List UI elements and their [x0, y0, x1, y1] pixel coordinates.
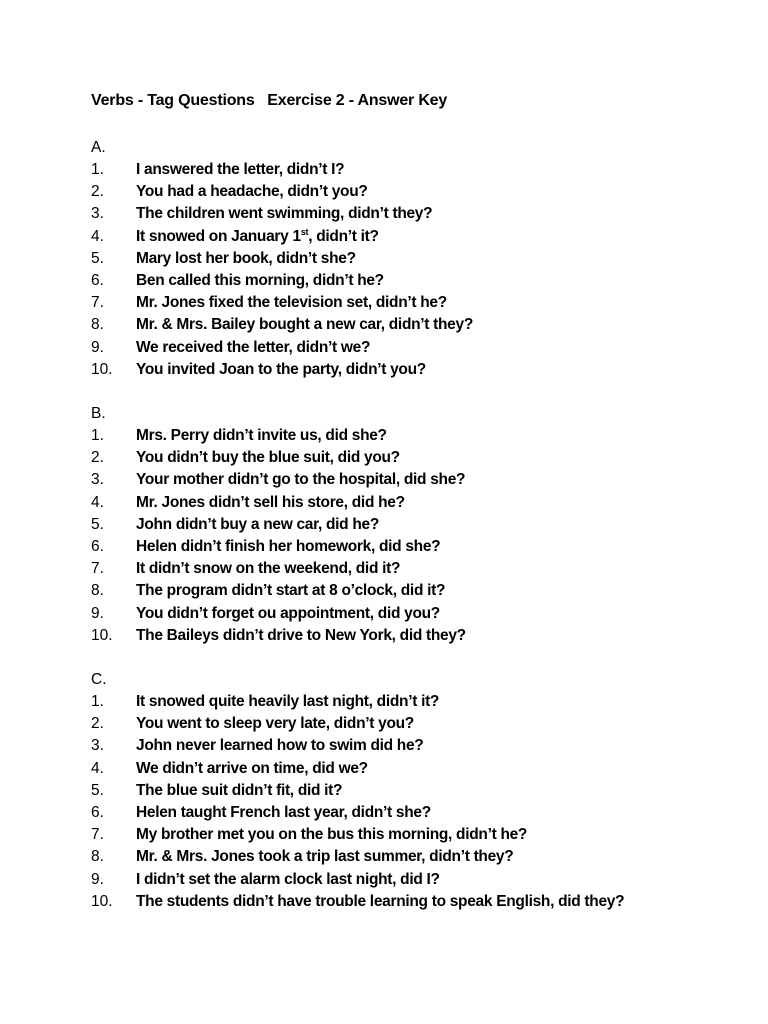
answer-text: Helen taught French last year, didn’t she?: [136, 803, 431, 821]
section-label-c: C.: [91, 671, 107, 688]
answer-item: [91, 514, 711, 536]
item-number: 1.: [91, 427, 104, 444]
answer-item: [91, 248, 711, 270]
answer-text: Mrs. Perry didn’t invite us, did she?: [136, 427, 387, 444]
item-number: 5.: [91, 515, 104, 533]
answer-item: [91, 203, 711, 225]
answer-text: I didn’t set the alarm clock last night, did I?: [136, 870, 440, 888]
answer-text: You had a headache, didn’t you?: [136, 183, 368, 201]
item-number: 9.: [91, 338, 104, 356]
answer-text: We didn’t arrive on time, did we?: [136, 759, 368, 777]
answer-item: [91, 780, 711, 802]
item-number: 2.: [91, 183, 104, 201]
answer-text-end: , didn’t it?: [308, 227, 379, 245]
ordinal-superscript: st: [300, 226, 309, 237]
answer-text: John didn’t buy a new car, did he?: [136, 515, 379, 533]
answer-item: [91, 469, 711, 491]
item-number: 3.: [91, 737, 104, 755]
answer-text: Mr. & Mrs. Jones took a trip last summer, didn’t they?: [136, 848, 514, 866]
item-number: 2.: [91, 715, 104, 733]
item-number: 6.: [91, 271, 104, 289]
item-number: 4.: [91, 759, 104, 777]
answer-text-start: It snowed on January 1: [136, 227, 301, 245]
answer-text: You didn’t forget ou appointment, did you?: [136, 604, 440, 622]
item-number: 4.: [91, 227, 104, 245]
answer-text: The blue suit didn’t fit, did it?: [136, 781, 343, 799]
answer-item: [91, 359, 711, 381]
section-a: [91, 137, 711, 381]
answer-item: [91, 580, 711, 602]
item-number: 10.: [91, 626, 113, 644]
item-number: 10.: [91, 892, 113, 910]
item-number: 3.: [91, 205, 104, 223]
item-number: 2.: [91, 449, 104, 467]
item-number: 9.: [91, 604, 104, 622]
answer-text: Your mother didn’t go to the hospital, did she?: [136, 471, 466, 489]
item-number: 8.: [91, 848, 104, 866]
answer-text: The students didn’t have trouble learning to speak English, did they?: [136, 892, 625, 910]
answer-text: You invited Joan to the party, didn’t you?: [136, 360, 426, 378]
item-number: 9.: [91, 870, 104, 888]
answer-item: [91, 536, 711, 558]
answer-item: [91, 758, 711, 780]
answer-item: [91, 846, 711, 868]
section-label-a: A.: [91, 139, 106, 156]
answer-text: The children went swimming, didn’t they?: [136, 205, 433, 223]
answer-item: [91, 558, 711, 580]
item-number: 7.: [91, 560, 104, 578]
answer-text: You went to sleep very late, didn’t you?: [136, 715, 414, 733]
answer-text: Mary lost her book, didn’t she?: [136, 249, 356, 267]
answer-item: [91, 226, 711, 248]
item-number: 5.: [91, 249, 104, 267]
answer-item: [91, 492, 711, 514]
answer-item: [91, 447, 711, 469]
answer-item: [91, 691, 711, 713]
section-b: [91, 403, 711, 647]
item-number: 1.: [91, 161, 104, 178]
answer-text: Helen didn’t finish her homework, did she?: [136, 537, 441, 555]
answer-item: [91, 625, 711, 647]
answer-text: Mr. Jones fixed the television set, didn’t he?: [136, 294, 447, 312]
answer-text: You didn’t buy the blue suit, did you?: [136, 449, 400, 467]
answer-text: Mr. Jones didn’t sell his store, did he?: [136, 493, 405, 511]
answer-text: Ben called this morning, didn’t he?: [136, 271, 384, 289]
item-number: 6.: [91, 537, 104, 555]
item-number: 8.: [91, 582, 104, 600]
answer-item: [91, 802, 711, 824]
answer-text: We received the letter, didn’t we?: [136, 338, 371, 356]
answer-item: [91, 425, 711, 447]
answer-item: [91, 159, 711, 181]
answer-item: [91, 824, 711, 846]
answer-text: It didn’t snow on the weekend, did it?: [136, 560, 401, 578]
answer-item: [91, 869, 711, 891]
answer-item: [91, 181, 711, 203]
answer-text: I answered the letter, didn’t I?: [136, 161, 345, 178]
item-number: 4.: [91, 493, 104, 511]
answer-item: [91, 735, 711, 757]
page-title: Verbs - Tag Questions Exercise 2 - Answer Key: [91, 92, 448, 109]
item-number: 7.: [91, 826, 104, 844]
answer-text: The Baileys didn’t drive to New York, did they?: [136, 626, 466, 644]
section-label-b: B.: [91, 405, 106, 422]
item-number: 7.: [91, 294, 104, 312]
item-number: 6.: [91, 803, 104, 821]
answer-text: My brother met you on the bus this morning, didn’t he?: [136, 826, 528, 844]
answer-text: [136, 226, 379, 248]
answer-item: [91, 337, 711, 359]
answer-text: Mr. & Mrs. Bailey bought a new car, didn’t they?: [136, 316, 473, 334]
answer-item: [91, 713, 711, 735]
answer-text: John never learned how to swim did he?: [136, 737, 424, 755]
item-number: 10.: [91, 360, 113, 378]
item-number: 3.: [91, 471, 104, 489]
section-c: [91, 669, 711, 913]
item-number: 1.: [91, 693, 104, 710]
answer-item: [91, 292, 711, 314]
answer-item: [91, 270, 711, 292]
answer-item: [91, 603, 711, 625]
item-number: 8.: [91, 316, 104, 334]
answer-item: [91, 891, 711, 913]
answer-item: [91, 314, 711, 336]
item-number: 5.: [91, 781, 104, 799]
answer-text: The program didn’t start at 8 o’clock, did it?: [136, 582, 446, 600]
answer-text: It snowed quite heavily last night, didn’t it?: [136, 693, 440, 710]
